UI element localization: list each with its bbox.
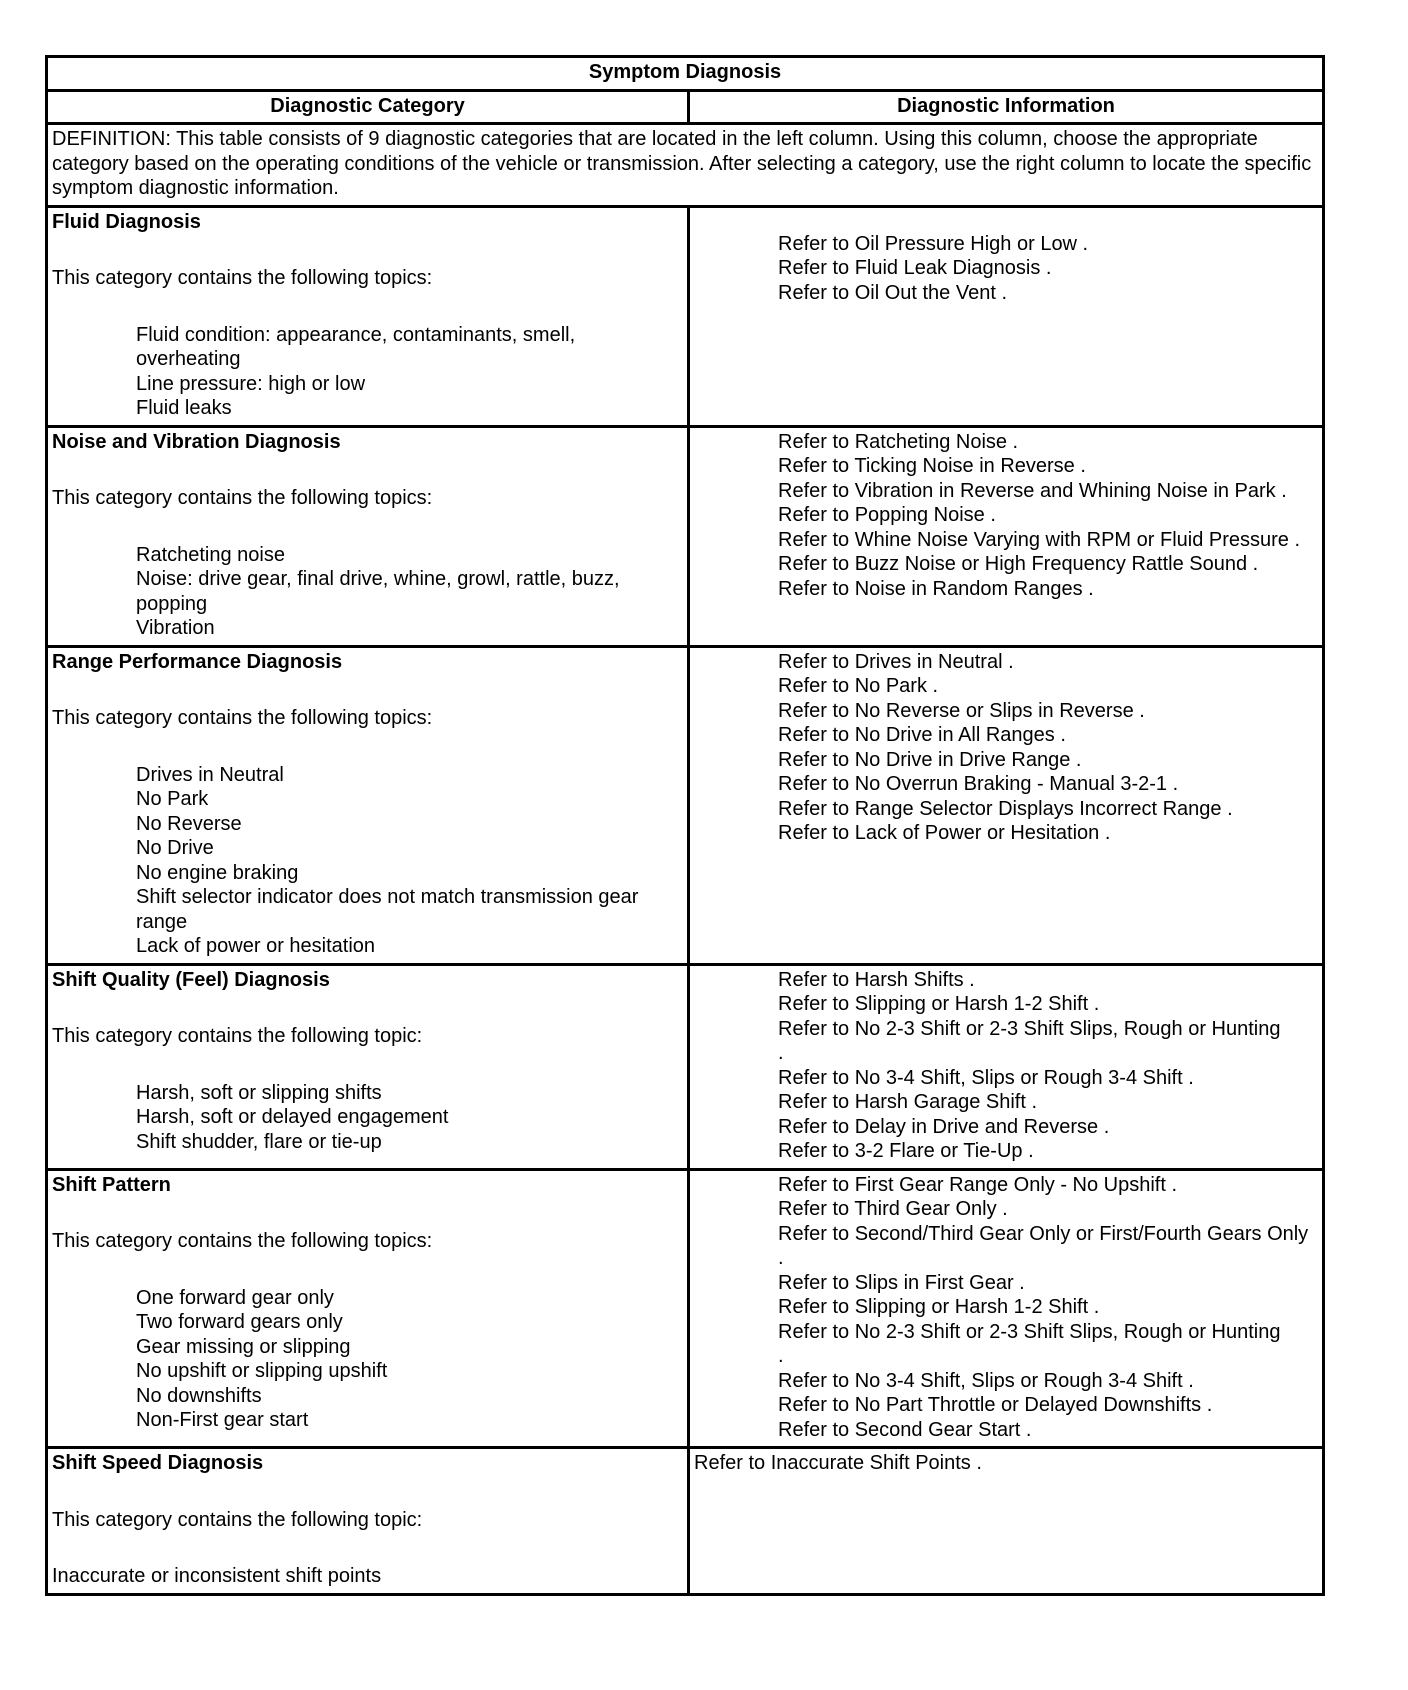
reference-item: Refer to Ratcheting Noise . xyxy=(778,430,1019,453)
information-cell xyxy=(689,426,1324,646)
reference-item: . xyxy=(778,1345,784,1367)
reference-item: . xyxy=(778,1042,784,1064)
topic-item: Lack of power or hesitation xyxy=(136,935,376,957)
table-row xyxy=(47,964,1324,1169)
reference-item: Refer to Lack of Power or Hesitation . xyxy=(778,822,1111,844)
category-cell xyxy=(47,646,689,964)
table-row xyxy=(47,206,1324,426)
category-cell xyxy=(47,206,689,426)
information-cell xyxy=(689,206,1324,426)
topic-item: No Park xyxy=(136,788,209,810)
category-name: Noise and Vibration Diagnosis xyxy=(52,430,341,453)
table-row xyxy=(47,1448,1324,1595)
reference-list xyxy=(694,1451,1318,1476)
category-cell xyxy=(47,964,689,1169)
column-header-information: Diagnostic Information xyxy=(689,90,1324,124)
reference-item: Refer to Slips in First Gear . xyxy=(778,1271,1025,1294)
topic-item: Drives in Neutral xyxy=(136,763,284,786)
reference-item: Refer to Slipping or Harsh 1-2 Shift . xyxy=(778,1296,1100,1318)
topic-item: No Reverse xyxy=(136,812,242,835)
reference-item: Refer to Fluid Leak Diagnosis . xyxy=(778,257,1052,279)
reference-item: Refer to Inaccurate Shift Points . xyxy=(694,1452,982,1474)
definition-row xyxy=(47,124,1324,207)
reference-list xyxy=(694,430,1318,602)
topic-item: One forward gear only xyxy=(136,1286,334,1309)
reference-item: Refer to Slipping or Harsh 1-2 Shift . xyxy=(778,993,1100,1015)
reference-item: Refer to Third Gear Only . xyxy=(778,1198,1008,1220)
reference-list xyxy=(694,968,1318,1164)
reference-item: Refer to Vibration in Reverse and Whining Noise in Park . xyxy=(778,479,1287,502)
reference-item: Refer to No Drive in Drive Range . xyxy=(778,748,1082,771)
reference-item: Refer to No 2-3 Shift or 2-3 Shift Slips, Rough or Hunting xyxy=(778,1320,1281,1343)
category-cell xyxy=(47,426,689,646)
reference-item: Refer to No Reverse or Slips in Reverse . xyxy=(778,699,1145,722)
reference-item: Refer to No 2-3 Shift or 2-3 Shift Slips, Rough or Hunting xyxy=(778,1017,1281,1040)
topic-list xyxy=(52,323,683,421)
topic-item: Harsh, soft or slipping shifts xyxy=(136,1081,382,1104)
table-title-row xyxy=(47,57,1324,91)
reference-list xyxy=(694,650,1318,846)
topic-item: Two forward gears only xyxy=(136,1311,343,1333)
reference-item: Refer to No Part Throttle or Delayed Downshifts . xyxy=(778,1394,1213,1416)
table-row xyxy=(47,1169,1324,1448)
topic-item: Inaccurate or inconsistent shift points xyxy=(52,1565,382,1587)
category-cell xyxy=(47,1169,689,1448)
reference-item: Refer to Harsh Shifts . xyxy=(778,968,975,991)
category-name: Shift Quality (Feel) Diagnosis xyxy=(52,968,330,991)
category-name: Shift Pattern xyxy=(52,1173,171,1196)
reference-item: Refer to No 3-4 Shift, Slips or Rough 3-4 Shift . xyxy=(778,1066,1194,1089)
reference-item: Refer to Delay in Drive and Reverse . xyxy=(778,1115,1110,1138)
table-header-row xyxy=(47,90,1324,124)
symptom-diagnosis-table xyxy=(45,55,1325,1596)
reference-item: Refer to Ticking Noise in Reverse . xyxy=(778,455,1086,477)
reference-item: Refer to First Gear Range Only - No Upshift . xyxy=(778,1173,1178,1196)
topic-item: Harsh, soft or delayed engagement xyxy=(136,1106,449,1128)
topic-item: Non-First gear start xyxy=(136,1409,309,1431)
reference-item: Refer to Harsh Garage Shift . xyxy=(778,1091,1038,1113)
category-intro: This category contains the following topic: xyxy=(52,1025,423,1047)
category-name: Range Performance Diagnosis xyxy=(52,650,343,673)
reference-item: Refer to Whine Noise Varying with RPM or Fluid Pressure . xyxy=(778,528,1301,551)
topic-list xyxy=(52,1081,683,1155)
reference-item: Refer to Oil Out the Vent . xyxy=(778,281,1008,304)
reference-item: Refer to No Overrun Braking - Manual 3-2-1 . xyxy=(778,773,1179,795)
topic-list xyxy=(52,1286,683,1433)
topic-item: Noise: drive gear, final drive, whine, growl, rattle, buzz, popping xyxy=(136,568,620,615)
information-cell xyxy=(689,646,1324,964)
information-cell xyxy=(689,1448,1324,1595)
information-cell xyxy=(689,964,1324,1169)
reference-item: Refer to Second/Third Gear Only or First/Fourth Gears Only . xyxy=(778,1222,1309,1269)
reference-item: Refer to No 3-4 Shift, Slips or Rough 3-4 Shift . xyxy=(778,1369,1194,1392)
table-title: Symptom Diagnosis xyxy=(47,57,1324,91)
topic-item: Ratcheting noise xyxy=(136,543,285,566)
column-header-category: Diagnostic Category xyxy=(47,90,689,124)
category-name: Fluid Diagnosis xyxy=(52,210,201,233)
reference-item: Refer to No Drive in All Ranges . xyxy=(778,724,1066,746)
topic-list xyxy=(52,543,683,641)
reference-item: Refer to Popping Noise . xyxy=(778,504,996,526)
topic-item: Shift shudder, flare or tie-up xyxy=(136,1130,382,1153)
topic-list xyxy=(52,1564,683,1589)
table-row xyxy=(47,646,1324,964)
topic-item: Vibration xyxy=(136,617,215,639)
reference-item: Refer to 3-2 Flare or Tie-Up . xyxy=(778,1140,1034,1162)
category-intro: This category contains the following topics: xyxy=(52,487,433,509)
topic-item: No upshift or slipping upshift xyxy=(136,1360,388,1382)
reference-list xyxy=(694,232,1318,306)
reference-item: Refer to Second Gear Start . xyxy=(778,1418,1032,1441)
topic-item: Fluid condition: appearance, contaminants, smell, overheating xyxy=(136,323,576,370)
reference-item: Refer to Drives in Neutral . xyxy=(778,650,1014,673)
topic-item: No Drive xyxy=(136,837,214,859)
category-intro: This category contains the following topic: xyxy=(52,1508,423,1531)
topic-item: Line pressure: high or low xyxy=(136,372,366,395)
category-intro: This category contains the following topics: xyxy=(52,1230,433,1252)
reference-item: Refer to Noise in Random Ranges . xyxy=(778,577,1094,600)
reference-list xyxy=(694,1173,1318,1443)
topic-item: No engine braking xyxy=(136,861,299,884)
topic-item: Fluid leaks xyxy=(136,397,232,419)
topic-item: Gear missing or slipping xyxy=(136,1335,351,1358)
category-intro: This category contains the following topics: xyxy=(52,707,433,729)
topic-item: No downshifts xyxy=(136,1384,262,1407)
reference-item: Refer to Oil Pressure High or Low . xyxy=(778,232,1089,255)
reference-item: Refer to Range Selector Displays Incorrect Range . xyxy=(778,797,1233,820)
topic-list xyxy=(52,763,683,959)
definition-text: DEFINITION: This table consists of 9 diagnostic categories that are located in the left column. Using this column, choose the appropriate category based on the operating conditions of the vehicle or transmission. After selecting a category, use the right column to locate the specific symptom diagnostic information. xyxy=(47,124,1324,207)
category-name: Shift Speed Diagnosis xyxy=(52,1452,264,1474)
category-intro: This category contains the following topics: xyxy=(52,267,433,289)
category-cell xyxy=(47,1448,689,1595)
reference-item: Refer to No Park . xyxy=(778,675,939,697)
topic-item: Shift selector indicator does not match transmission gear range xyxy=(136,886,639,933)
reference-item: Refer to Buzz Noise or High Frequency Rattle Sound . xyxy=(778,553,1259,575)
information-cell xyxy=(689,1169,1324,1448)
table-row xyxy=(47,426,1324,646)
